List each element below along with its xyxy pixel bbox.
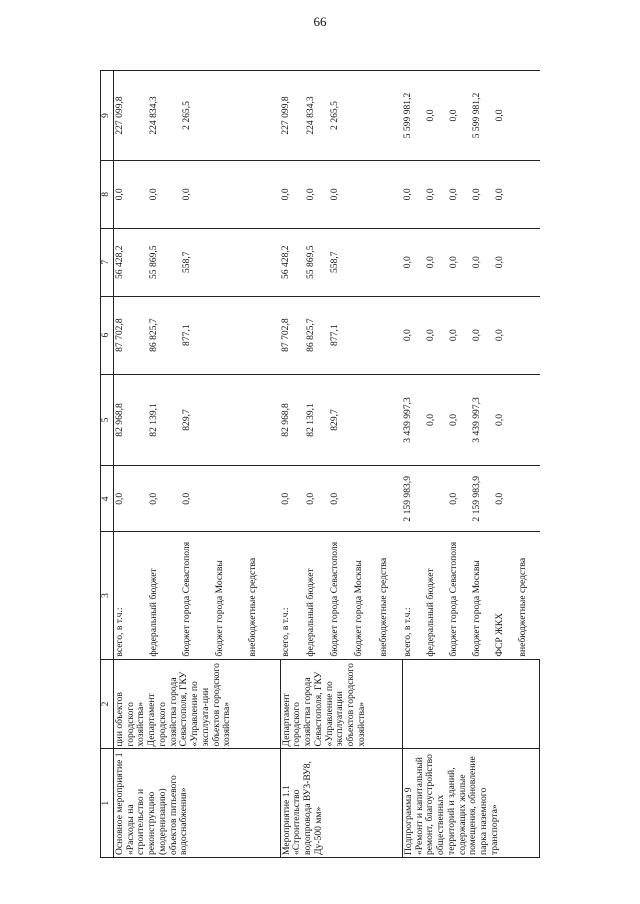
value-cell: 5 599 981,2 [471,71,494,161]
value-cell: 877,1 [181,296,214,374]
funding-source: федеральный бюджет [305,532,329,659]
value-cell: 0,0 [494,296,517,374]
value-cell: 0,0 [425,160,448,228]
value-cell [378,160,403,228]
value-cell: 0,0 [448,160,471,228]
value-cell: 0,0 [471,296,494,374]
value-cell [247,296,280,374]
value-cell: 0,0 [494,160,517,228]
value-cell [353,228,377,296]
value-cell [517,228,540,296]
header-cell: 3 [101,532,114,659]
value-cell: 5 599 981,2 [402,71,425,161]
value-cell: 0,0 [494,466,517,532]
header-cell: 4 [101,466,114,532]
value-cell: 0,0 [448,71,471,161]
value-cell: 82 968,8 [280,374,304,466]
value-cell: 2 159 983,9 [471,466,494,532]
value-cell: 3 439 997,3 [402,374,425,466]
executor-cell [402,659,539,749]
header-cell: 7 [101,228,114,296]
program-name-cell: Мероприятие 1.1 «Строительство водопровода ВУ3-ВУ8, Ду-500 мм» [280,749,402,858]
value-cell: 3 439 997,3 [471,374,494,466]
value-cell [247,160,280,228]
value-cell [378,296,403,374]
value-cell: 0,0 [448,374,471,466]
funding-source: федеральный бюджет [148,532,181,659]
value-cell: 0,0 [305,466,329,532]
value-cell: 0,0 [181,160,214,228]
value-cell: 558,7 [329,228,353,296]
value-cell [517,71,540,161]
value-cell: 558,7 [181,228,214,296]
value-cell [517,296,540,374]
page-number: 66 [313,14,327,29]
value-cell: 2 265,5 [329,71,353,161]
value-cell [247,466,280,532]
value-cell [353,296,377,374]
value-cell: 2 159 983,9 [402,466,425,532]
value-cell: 224 834,3 [148,71,181,161]
value-cell [353,374,377,466]
value-cell [247,71,280,161]
funding-source: всего, в т.ч.: [114,532,148,659]
funding-source: бюджет города Севастополя [448,532,471,659]
value-cell: 87 702,8 [114,296,148,374]
value-cell: 0,0 [471,160,494,228]
funding-source: всего, в т.ч.: [402,532,425,659]
value-cell [353,71,377,161]
value-cell [353,160,377,228]
value-cell: 0,0 [280,466,304,532]
header-cell: 8 [101,160,114,228]
table-row [402,71,425,858]
value-cell [214,296,247,374]
table-row [280,71,304,858]
value-cell: 227 099,8 [114,71,148,161]
value-cell [378,71,403,161]
funding-source: внебюджетные средства [247,532,280,659]
value-cell [214,160,247,228]
header-cell: 9 [101,71,114,161]
funding-source: бюджет города Севастополя [329,532,353,659]
funding-source: бюджет города Москвы [471,532,494,659]
header-cell: 6 [101,296,114,374]
value-cell: 87 702,8 [280,296,304,374]
header-cell: 5 [101,374,114,466]
header-row [101,71,114,858]
value-cell: 224 834,3 [305,71,329,161]
table-row [114,71,148,858]
value-cell: 0,0 [448,296,471,374]
value-cell [247,228,280,296]
value-cell: 82 139,1 [305,374,329,466]
funding-source: федеральный бюджет [425,532,448,659]
value-cell: 56 428,2 [280,228,304,296]
funding-source: бюджет города Москвы [353,532,377,659]
value-cell [214,71,247,161]
executor-cell: Департамент городского хозяйства города Севастополя, ГКУ «Управление по эксплуатации объектов городского хозяйства» [280,659,402,749]
value-cell: 0,0 [280,160,304,228]
value-cell: 0,0 [494,228,517,296]
value-cell: 86 825,7 [305,296,329,374]
value-cell: 0,0 [425,374,448,466]
value-cell [517,374,540,466]
value-cell: 86 825,7 [148,296,181,374]
value-cell: 55 869,5 [148,228,181,296]
value-cell [214,374,247,466]
value-cell: 2 265,5 [181,71,214,161]
program-name-cell: Основное мероприятие 1 «Расходы на строительство и реконструкцию (модернизацию) объектов питьевого водоснабжения» [114,749,281,858]
funding-source: ФСР ЖКХ [494,532,517,659]
value-cell: 0,0 [114,466,148,532]
value-cell [247,374,280,466]
program-name-cell: Подпрограмма 9 «Ремонт и капитальный ремонт, благоустройство общественных территорий и зданий, содержащих жилые помещения, обновление парка наземного транспорта» [402,749,539,858]
value-cell: 0,0 [448,228,471,296]
value-cell: 0,0 [402,160,425,228]
funding-source: бюджет города Москвы [214,532,247,659]
value-cell: 56 428,2 [114,228,148,296]
value-cell [517,466,540,532]
value-cell: 0,0 [181,466,214,532]
value-cell [378,466,403,532]
value-cell: 0,0 [425,296,448,374]
value-cell [425,466,448,532]
value-cell: 0,0 [305,160,329,228]
header-cell: 1 [101,749,114,858]
value-cell: 55 869,5 [305,228,329,296]
budget-table [100,70,540,858]
funding-source: бюджет города Севастополя [181,532,214,659]
value-cell: 0,0 [114,160,148,228]
value-cell: 82 968,8 [114,374,148,466]
value-cell: 0,0 [425,71,448,161]
funding-source: внебюджетные средства [378,532,403,659]
value-cell: 0,0 [402,228,425,296]
funding-source: всего, в т.ч.: [280,532,304,659]
rotated-table-page [100,70,540,858]
value-cell [353,466,377,532]
value-cell: 0,0 [148,466,181,532]
value-cell [214,466,247,532]
value-cell [378,374,403,466]
value-cell: 0,0 [329,466,353,532]
value-cell: 877,1 [329,296,353,374]
executor-cell: ции объектов городского хозяйства» Департамент городского хозяйства города Севастополя, ГКУ «Управление по эксплуата-ции объектов городского хозяйства» [114,659,281,749]
value-cell: 0,0 [148,160,181,228]
value-cell [378,228,403,296]
header-cell: 2 [101,659,114,749]
value-cell: 0,0 [494,374,517,466]
value-cell [214,228,247,296]
value-cell: 0,0 [448,466,471,532]
value-cell: 0,0 [494,71,517,161]
value-cell: 0,0 [471,228,494,296]
value-cell: 82 139,1 [148,374,181,466]
value-cell: 227 099,8 [280,71,304,161]
value-cell: 0,0 [329,160,353,228]
value-cell: 829,7 [181,374,214,466]
value-cell: 829,7 [329,374,353,466]
funding-source: внебюджетные средства [517,532,540,659]
value-cell: 0,0 [425,228,448,296]
value-cell [517,160,540,228]
value-cell: 0,0 [402,296,425,374]
